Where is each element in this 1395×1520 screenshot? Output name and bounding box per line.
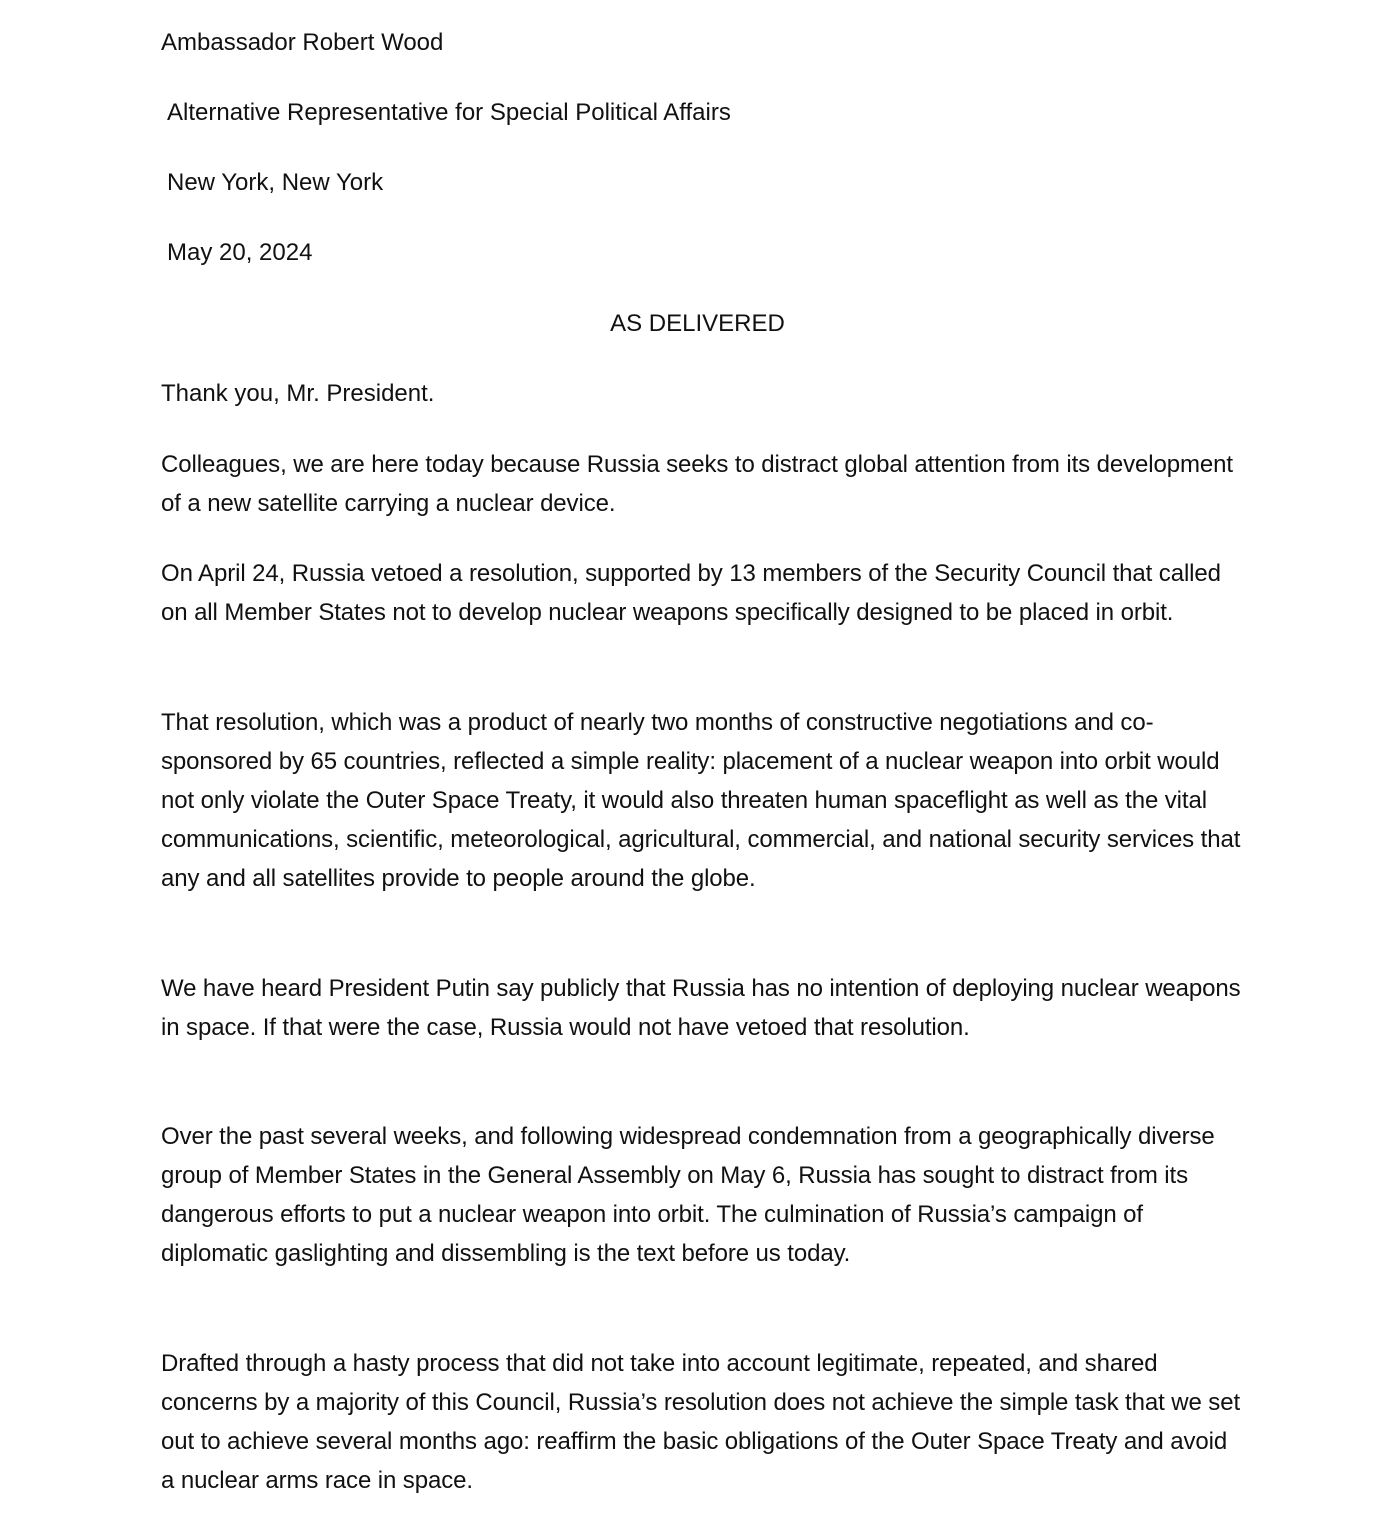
paragraph-3: That resolution, which was a product of nearly two months of constructive negotiations and co-sponsored by 65 countries, reflected a simple reality: placement of a nuclear weapon into orbit would not only violate the Outer Space Treaty, it would also threaten human spaceflight as well as the vital communications, scientific, meteorological, agricultural, commercial, and national security services that any and all satellites provide to people around the globe. bbox=[161, 709, 1241, 892]
paragraph-1: Colleagues, we are here today because Russia seeks to distract global attention from its development of a new satellite carrying a nuclear device. bbox=[161, 451, 1233, 517]
paragraph-6: Drafted through a hasty process that did not take into account legitimate, repeated, and shared concerns by a majority of this Council, Russia’s resolution does not achieve the simple task that we set out to achieve several months ago: reaffirm the basic obligations of the Outer Space Treaty and avoid a nuclear arms race in space. bbox=[161, 1350, 1241, 1494]
delivery-note: AS DELIVERED bbox=[610, 310, 785, 337]
paragraph-5: Over the past several weeks, and following widespread condemnation from a geographically diverse group of Member States in the General Assembly on May 6, Russia has sought to distract from its dangerous efforts to put a nuclear weapon into orbit. The culmination of Russia’s campaign of diplomatic gaslighting and dissembling is the text before us today. bbox=[161, 1123, 1215, 1267]
paragraph-4: We have heard President Putin say publicly that Russia has no intention of deploying nuclear weapons in space. If that were the case, Russia would not have vetoed that resolution. bbox=[161, 975, 1241, 1041]
speech-date: May 20, 2024 bbox=[167, 239, 313, 266]
opening-line: Thank you, Mr. President. bbox=[161, 380, 435, 407]
paragraph-2: On April 24, Russia vetoed a resolution, supported by 13 members of the Security Council that called on all Member States not to develop nuclear weapons specifically designed to be placed in orbit. bbox=[161, 560, 1221, 626]
speech-location: New York, New York bbox=[167, 169, 384, 196]
speaker-title: Alternative Representative for Special Political Affairs bbox=[167, 99, 731, 126]
speaker-name: Ambassador Robert Wood bbox=[161, 29, 444, 56]
